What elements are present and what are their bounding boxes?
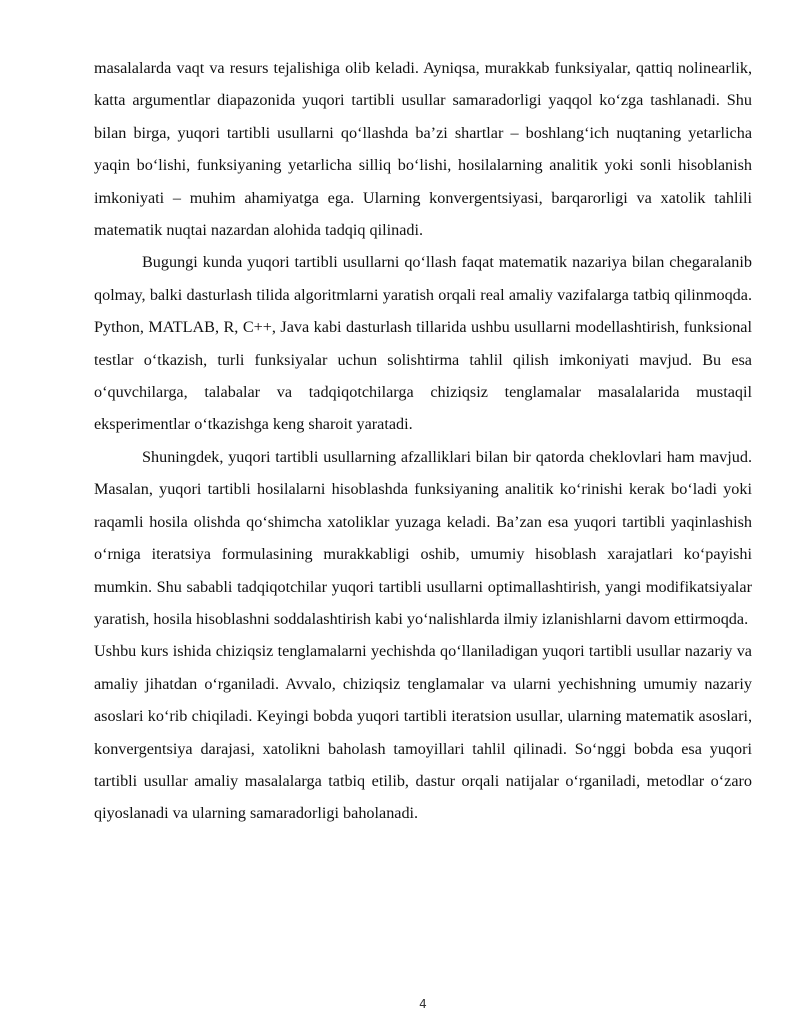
page-number: 4 — [419, 997, 427, 1011]
paragraph-course-overview: Ushbu kurs ishida chiziqsiz tenglamalarni yechishda qo‘llaniladigan yuqori tartibli usullar nazariy va amaliy jihatdan o‘rganiladi. Avvalo, chiziqsiz tenglamalar va ularni yechishning umumiy nazariy asoslari ko‘rib chiqiladi. Keyingi bobda yuqori tartibli iteratsion usullar, ularning matematik asoslari, konvergentsiya darajasi, xatolikni baholash tamoyillari tahlil qilinadi. So‘nggi bobda esa yuqori tartibli usullar amaliy masalalarga tatbiq etilib, dastur orqali natijalar o‘rganiladi, metodlar o‘zaro qiyoslanadi va ularning samaradorligi baholanadi. — [94, 642, 752, 823]
paragraph-limitations: Shuningdek, yuqori tartibli usullarning afzalliklari bilan bir qatorda cheklovlari ham mavjud. Masalan, yuqori tartibli hosilalarni hisoblashda funksiyaning analitik ko‘rinishi kerak bo‘ladi yoki raqamli hosila olishda qo‘shimcha xatoliklar yuzaga keladi. Ba’zan esa yuqori tartibli yaqinlashish o‘rniga iteratsiya formulasining murakkabligi oshib, umumiy hisoblash xarajatlari ko‘payishi mumkin. Shu sababli tadqiqotchilar yuqori tartibli usullarni optimallashtirish, yangi modifikatsiyalar yaratish, hosila hisoblashni soddalashtirish kabi yo‘nalishlarda ilmiy izlanishlarni davom ettirmoqda. — [94, 447, 752, 628]
paragraph-programming-languages: Bugungi kunda yuqori tartibli usullarni qo‘llash faqat matematik nazariya bilan chegaralanib qolmay, balki dasturlash tilida algoritmlarni yaratish orqali real amaliy vazifalarga tatbiq qilinmoqda. Python, MATLAB, R, C++, Java kabi dasturlash tillarida ushbu usullarni modellashtirish, funksional testlar o‘tkazish, turli funksiyalar uchun solishtirma tahlil qilish imkoniyati mavjud. Bu esa o‘quvchilarga, talabalar va tadqiqotchilarga chiziqsiz tenglamalar masalalarida mustaqil eksperimentlar o‘tkazishga keng sharoit yaratadi. — [94, 253, 752, 434]
paragraph-continuation: masalalarda vaqt va resurs tejalishiga olib keladi. Ayniqsa, murakkab funksiyalar, qattiq nolinearlik, katta argumentlar diapazonida yuqori tartibli usullar samaradorligi yaqqol ko‘zga tashlanadi. Shu bilan birga, yuqori tartibli usullarni qo‘llashda ba’zi shartlar – boshlang‘ich nuqtaning yetarlicha yaqin bo‘lishi, funksiyaning yetarlicha silliq bo‘lishi, hosilalarning analitik yoki sonli hisoblanish imkoniyati – muhim ahamiyatga ega. Ularning konvergentsiyasi, barqarorligi va xatolik tahlili matematik nuqtai nazardan alohida tadqiq qilinadi. — [94, 59, 752, 240]
body-text — [94, 52, 752, 830]
